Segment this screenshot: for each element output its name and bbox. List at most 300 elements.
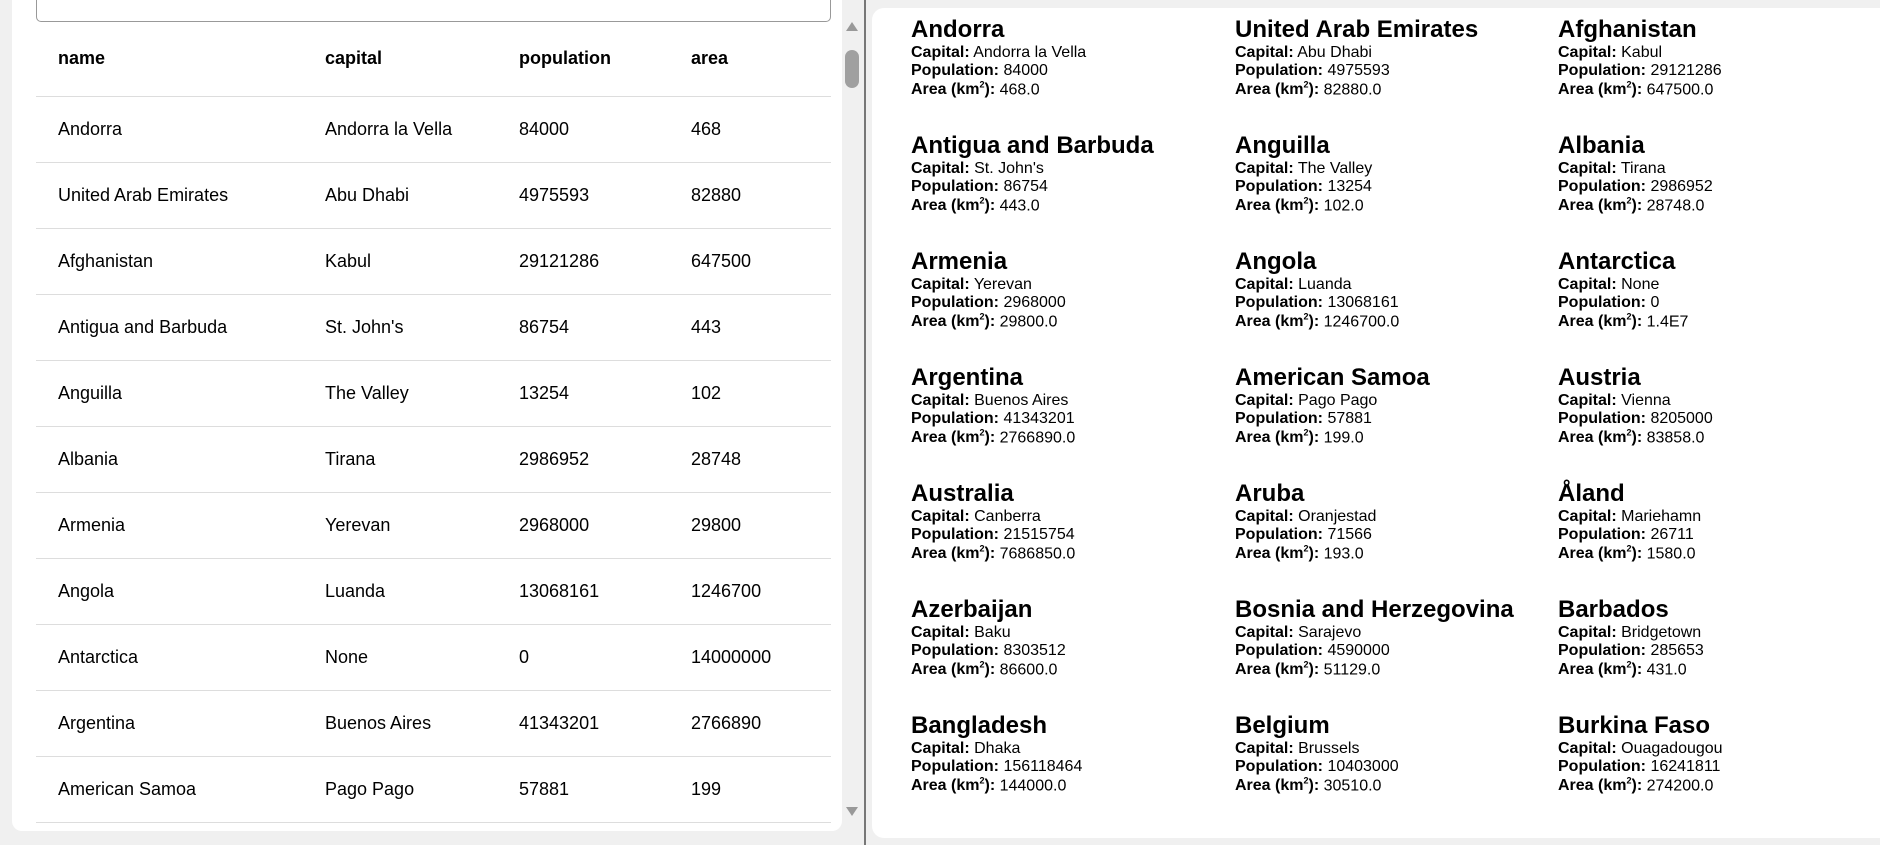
area-label: Area $(km^2)$: <box>1558 776 1643 795</box>
cell-population: 57881 <box>519 756 691 822</box>
country-card <box>1235 712 1558 828</box>
area-label: Area $(km^2)$: <box>1558 660 1643 679</box>
population-label: Population: <box>1235 62 1323 79</box>
country-area <box>1558 660 1880 679</box>
table-row[interactable] <box>36 492 831 558</box>
population-label: Population: <box>1235 178 1323 195</box>
capital-label: Capital: <box>1558 392 1617 409</box>
country-card <box>1235 16 1558 132</box>
country-area <box>1558 196 1880 215</box>
area-value: 51129.0 <box>1323 661 1381 679</box>
country-card <box>911 364 1235 480</box>
country-capital <box>1558 624 1880 642</box>
capital-label: Capital: <box>1558 276 1617 293</box>
capital-label: Capital: <box>1235 44 1294 61</box>
table-row[interactable] <box>36 756 831 822</box>
area-value: 144000.0 <box>999 777 1067 795</box>
population-label: Population: <box>911 294 999 311</box>
country-capital <box>1558 160 1880 178</box>
country-area <box>911 428 1235 447</box>
area-label: Area $(km^2)$: <box>911 776 996 795</box>
country-area <box>911 660 1235 679</box>
capital-label: Capital: <box>1558 508 1617 525</box>
capital-label: Capital: <box>1235 740 1294 757</box>
capital-label: Capital: <box>1558 160 1617 177</box>
area-label: Area $(km^2)$: <box>911 80 996 99</box>
population-value: 57881 <box>1327 410 1372 427</box>
capital-value: Baku <box>974 624 1011 641</box>
scroll-up-arrow-icon[interactable] <box>846 22 858 31</box>
population-value: 285653 <box>1650 642 1704 659</box>
column-header-name[interactable]: name <box>36 22 325 96</box>
country-area <box>911 80 1235 99</box>
country-capital <box>911 276 1235 294</box>
area-value: 82880.0 <box>1323 81 1382 99</box>
capital-value: The Valley <box>1297 160 1373 177</box>
country-area <box>1235 544 1558 563</box>
country-capital <box>911 392 1235 410</box>
country-area <box>1235 428 1558 447</box>
capital-value: Brussels <box>1298 740 1360 757</box>
area-value: 7686850.0 <box>999 545 1076 563</box>
cell-capital: Luanda <box>325 558 519 624</box>
country-area <box>1235 196 1558 215</box>
population-value: 86754 <box>1003 178 1048 195</box>
country-capital <box>1235 160 1558 178</box>
country-name: American Samoa <box>1235 364 1430 391</box>
capital-value: Abu Dhabi <box>1297 44 1372 61</box>
population-value: 41343201 <box>1003 410 1075 427</box>
cell-population: 13068161 <box>519 558 691 624</box>
cell-area: 29800 <box>691 492 831 558</box>
population-label: Population: <box>1235 294 1323 311</box>
area-value: 1580.0 <box>1646 545 1696 563</box>
country-card <box>1558 16 1880 132</box>
area-value: 443.0 <box>999 197 1040 215</box>
country-name: Belgium <box>1235 712 1330 739</box>
population-label: Population: <box>1558 294 1646 311</box>
area-label: Area $(km^2)$: <box>1235 312 1320 331</box>
country-name: Angola <box>1235 248 1317 275</box>
table-row[interactable] <box>36 360 831 426</box>
area-label: Area $(km^2)$: <box>1235 196 1320 215</box>
population-value: 4590000 <box>1327 642 1390 659</box>
area-value: 86600.0 <box>999 661 1058 679</box>
table-row[interactable] <box>36 426 831 492</box>
cell-area: 102 <box>691 360 831 426</box>
country-area <box>1235 776 1558 795</box>
country-population <box>1235 62 1558 80</box>
capital-value: Mariehamn <box>1621 508 1702 525</box>
country-card <box>1235 364 1558 480</box>
country-area <box>1558 312 1880 331</box>
capital-label: Capital: <box>1235 508 1294 525</box>
capital-label: Capital: <box>1558 624 1617 641</box>
population-label: Population: <box>1558 62 1646 79</box>
area-value: 647500.0 <box>1646 81 1714 99</box>
country-name: Barbados <box>1558 596 1669 623</box>
population-value: 26711 <box>1650 526 1694 543</box>
country-population <box>1235 758 1558 776</box>
capital-value: Kabul <box>1621 44 1663 61</box>
country-name: Australia <box>911 480 1014 507</box>
area-label: Area $(km^2)$: <box>911 660 996 679</box>
country-population <box>911 178 1235 196</box>
area-label: Area $(km^2)$: <box>911 312 996 331</box>
country-card <box>1235 248 1558 364</box>
table-row[interactable] <box>36 558 831 624</box>
area-label: Area $(km^2)$: <box>1558 80 1643 99</box>
country-population <box>1558 178 1880 196</box>
cell-area: 1246700 <box>691 558 831 624</box>
capital-label: Capital: <box>911 160 970 177</box>
population-label: Population: <box>1235 642 1323 659</box>
cell-area: 82880 <box>691 162 831 228</box>
cell-area: 443 <box>691 294 831 360</box>
country-card <box>1558 364 1880 480</box>
country-area <box>911 312 1235 331</box>
country-area <box>1235 80 1558 99</box>
capital-label: Capital: <box>911 392 970 409</box>
population-value: 84000 <box>1003 62 1048 79</box>
country-capital <box>1235 740 1558 758</box>
country-card <box>1558 248 1880 364</box>
column-header-capital[interactable]: capital <box>325 22 519 96</box>
table-row[interactable] <box>36 294 831 360</box>
cell-name: Albania <box>36 426 325 492</box>
country-name: Austria <box>1558 364 1641 391</box>
capital-label: Capital: <box>911 44 970 61</box>
area-label: Area $(km^2)$: <box>1235 544 1320 563</box>
cell-name: Argentina <box>36 690 325 756</box>
cell-area: 14000000 <box>691 624 831 690</box>
population-label: Population: <box>911 62 999 79</box>
cell-capital: Yerevan <box>325 492 519 558</box>
area-value: 2766890.0 <box>999 429 1076 447</box>
area-value: 1246700.0 <box>1323 313 1400 331</box>
country-capital <box>911 160 1235 178</box>
population-value: 4975593 <box>1327 62 1390 79</box>
country-name: Burkina Faso <box>1558 712 1711 739</box>
cell-population: 4975593 <box>519 162 691 228</box>
cell-population: 41343201 <box>519 690 691 756</box>
area-label: Area $(km^2)$: <box>1235 80 1320 99</box>
country-population <box>1558 758 1880 776</box>
cell-capital: Abu Dhabi <box>325 162 519 228</box>
cell-population: 86754 <box>519 294 691 360</box>
capital-label: Capital: <box>1558 740 1617 757</box>
country-population <box>911 410 1235 428</box>
country-card <box>1235 596 1558 712</box>
cell-area: 28748 <box>691 426 831 492</box>
cell-population: 13254 <box>519 360 691 426</box>
country-population <box>911 294 1235 312</box>
cell-capital: Andorra la Vella <box>325 96 519 162</box>
cell-capital: The Valley <box>325 360 519 426</box>
area-label: Area $(km^2)$: <box>911 196 996 215</box>
country-area <box>1558 80 1880 99</box>
country-population <box>1558 642 1880 660</box>
filter-input[interactable] <box>36 0 831 22</box>
country-name: Antigua and Barbuda <box>911 132 1154 159</box>
area-label: Area $(km^2)$: <box>911 544 996 563</box>
capital-value: Andorra la Vella <box>973 44 1087 61</box>
country-population <box>911 526 1235 544</box>
cell-population: 2968000 <box>519 492 691 558</box>
country-population <box>1235 410 1558 428</box>
country-name: Armenia <box>911 248 1008 275</box>
cell-area: 468 <box>691 96 831 162</box>
cell-population: 2986952 <box>519 426 691 492</box>
population-label: Population: <box>1558 758 1646 775</box>
capital-label: Capital: <box>911 740 970 757</box>
table-row[interactable] <box>36 624 831 690</box>
area-value: 30510.0 <box>1323 777 1382 795</box>
table-row[interactable] <box>36 690 831 756</box>
population-label: Population: <box>1558 178 1646 195</box>
population-label: Population: <box>911 642 999 659</box>
population-value: 0 <box>1650 294 1660 311</box>
country-card <box>911 132 1235 248</box>
area-label: Area $(km^2)$: <box>1235 776 1320 795</box>
country-name: Albania <box>1558 132 1645 159</box>
capital-value: Tirana <box>1620 160 1666 177</box>
country-population <box>911 62 1235 80</box>
country-area <box>1558 428 1880 447</box>
area-label: Area $(km^2)$: <box>1558 544 1643 563</box>
cell-capital: St. John's <box>325 294 519 360</box>
country-card <box>1558 712 1880 828</box>
country-name: Azerbaijan <box>911 596 1033 623</box>
country-area <box>911 776 1235 795</box>
area-label: Area $(km^2)$: <box>1235 428 1320 447</box>
country-capital <box>1558 392 1880 410</box>
population-label: Population: <box>1235 758 1323 775</box>
population-value: 2968000 <box>1003 294 1066 311</box>
capital-label: Capital: <box>1235 276 1294 293</box>
area-value: 274200.0 <box>1646 777 1714 795</box>
country-card <box>1558 596 1880 712</box>
country-capital <box>1235 44 1558 62</box>
country-area <box>1558 544 1880 563</box>
country-area <box>1235 312 1558 331</box>
population-value: 2986952 <box>1650 178 1713 195</box>
area-value: 193.0 <box>1323 545 1364 563</box>
population-label: Population: <box>911 178 999 195</box>
area-label: Area $(km^2)$: <box>1558 196 1643 215</box>
area-value: 102.0 <box>1323 197 1364 215</box>
country-capital <box>1235 508 1558 526</box>
population-label: Population: <box>1558 642 1646 659</box>
capital-value: Dhaka <box>974 740 1021 757</box>
capital-value: Yerevan <box>973 276 1032 293</box>
capital-value: Pago Pago <box>1298 392 1378 409</box>
area-label: Area $(km^2)$: <box>1558 428 1643 447</box>
country-capital <box>1235 276 1558 294</box>
country-population <box>1235 642 1558 660</box>
country-card <box>1235 132 1558 248</box>
scroll-down-arrow-icon[interactable] <box>846 807 858 816</box>
cell-population: 0 <box>519 624 691 690</box>
cell-name: Antigua and Barbuda <box>36 294 325 360</box>
country-capital <box>911 44 1235 62</box>
country-name: Argentina <box>911 364 1024 391</box>
cell-capital: Kabul <box>325 228 519 294</box>
population-value: 156118464 <box>1003 758 1083 775</box>
population-label: Population: <box>1558 410 1646 427</box>
country-card <box>911 596 1235 712</box>
population-value: 10403000 <box>1327 758 1399 775</box>
country-population <box>1235 178 1558 196</box>
country-capital <box>1558 44 1880 62</box>
panel-divider[interactable] <box>864 0 866 845</box>
population-value: 8303512 <box>1003 642 1066 659</box>
population-label: Population: <box>1235 410 1323 427</box>
cell-name: Anguilla <box>36 360 325 426</box>
scrollbar-thumb[interactable] <box>845 50 859 88</box>
country-name: Andorra <box>911 16 1005 43</box>
country-population <box>1558 410 1880 428</box>
country-capital <box>1235 392 1558 410</box>
capital-label: Capital: <box>1235 392 1294 409</box>
cell-name: Andorra <box>36 96 325 162</box>
area-value: 29800.0 <box>999 313 1058 331</box>
population-label: Population: <box>911 758 999 775</box>
country-capital <box>911 508 1235 526</box>
cell-name: American Samoa <box>36 756 325 822</box>
table-row[interactable] <box>36 162 831 228</box>
country-name: Bangladesh <box>911 712 1048 739</box>
cell-capital: Buenos Aires <box>325 690 519 756</box>
area-value: 431.0 <box>1646 661 1687 679</box>
country-capital <box>1558 508 1880 526</box>
population-value: 71566 <box>1327 526 1372 543</box>
population-label: Population: <box>911 410 999 427</box>
cell-name: Afghanistan <box>36 228 325 294</box>
area-value: 1.4E7 <box>1646 313 1689 331</box>
country-name: Åland <box>1558 480 1625 507</box>
table-panel <box>12 0 842 831</box>
population-label: Population: <box>911 526 999 543</box>
country-card <box>911 712 1235 828</box>
country-capital <box>911 624 1235 642</box>
country-population <box>1558 294 1880 312</box>
cell-capital: Pago Pago <box>325 756 519 822</box>
country-population <box>1235 294 1558 312</box>
capital-label: Capital: <box>911 276 970 293</box>
cell-capital: Tirana <box>325 426 519 492</box>
country-card <box>911 16 1235 132</box>
area-value: 28748.0 <box>1646 197 1705 215</box>
country-card <box>1558 132 1880 248</box>
country-area <box>911 544 1235 563</box>
country-card <box>911 248 1235 364</box>
cell-population: 84000 <box>519 96 691 162</box>
cards-panel <box>872 8 1880 838</box>
capital-label: Capital: <box>1235 160 1294 177</box>
capital-value: Buenos Aires <box>974 392 1069 409</box>
cell-area: 647500 <box>691 228 831 294</box>
area-label: Area $(km^2)$: <box>1558 312 1643 331</box>
country-name: Anguilla <box>1235 132 1330 159</box>
cell-name: Angola <box>36 558 325 624</box>
capital-label: Capital: <box>1558 44 1617 61</box>
population-value: 21515754 <box>1003 526 1075 543</box>
area-value: 83858.0 <box>1646 429 1705 447</box>
country-capital <box>1558 276 1880 294</box>
area-value: 468.0 <box>999 81 1040 99</box>
country-name: Antarctica <box>1558 248 1676 275</box>
country-area <box>1235 660 1558 679</box>
country-card <box>1235 480 1558 596</box>
capital-value: Oranjestad <box>1298 508 1377 525</box>
column-header-area[interactable]: area <box>691 22 831 96</box>
cell-name: United Arab Emirates <box>36 162 325 228</box>
country-name: United Arab Emirates <box>1235 16 1479 43</box>
country-population <box>1558 62 1880 80</box>
country-name: Afghanistan <box>1558 16 1697 43</box>
column-header-population[interactable]: population <box>519 22 691 96</box>
country-card <box>911 480 1235 596</box>
cell-area: 199 <box>691 756 831 822</box>
population-value: 29121286 <box>1650 62 1722 79</box>
cell-area: 2766890 <box>691 690 831 756</box>
table-row[interactable] <box>36 228 831 294</box>
scrollbar[interactable] <box>842 8 862 828</box>
capital-value: Canberra <box>974 508 1041 525</box>
population-value: 16241811 <box>1650 758 1721 775</box>
capital-value: Luanda <box>1298 276 1352 293</box>
country-population <box>911 758 1235 776</box>
population-label: Population: <box>1235 526 1323 543</box>
capital-value: Bridgetown <box>1621 624 1702 641</box>
country-population <box>1235 526 1558 544</box>
capital-label: Capital: <box>911 624 970 641</box>
country-card <box>1558 480 1880 596</box>
capital-value: Ouagadougou <box>1621 740 1723 757</box>
cell-population: 29121286 <box>519 228 691 294</box>
area-label: Area $(km^2)$: <box>911 428 996 447</box>
country-population <box>911 642 1235 660</box>
population-value: 13068161 <box>1327 294 1399 311</box>
population-label: Population: <box>1558 526 1646 543</box>
country-capital <box>1235 624 1558 642</box>
area-value: 199.0 <box>1323 429 1364 447</box>
cell-name: Armenia <box>36 492 325 558</box>
country-area <box>911 196 1235 215</box>
country-name: Bosnia and Herzegovina <box>1235 596 1514 623</box>
country-capital <box>911 740 1235 758</box>
cell-capital: None <box>325 624 519 690</box>
capital-label: Capital: <box>1235 624 1294 641</box>
table-row[interactable] <box>36 96 831 162</box>
capital-label: Capital: <box>911 508 970 525</box>
countries-table <box>36 22 831 823</box>
capital-value: Vienna <box>1621 392 1671 409</box>
country-name: Aruba <box>1235 480 1305 507</box>
table-header-row <box>36 22 831 96</box>
capital-value: Sarajevo <box>1298 624 1362 641</box>
country-area <box>1558 776 1880 795</box>
capital-value: None <box>1621 276 1660 293</box>
capital-value: St. John's <box>974 160 1044 177</box>
country-population <box>1558 526 1880 544</box>
area-label: Area $(km^2)$: <box>1235 660 1320 679</box>
country-capital <box>1558 740 1880 758</box>
cell-name: Antarctica <box>36 624 325 690</box>
population-value: 8205000 <box>1650 410 1713 427</box>
population-value: 13254 <box>1327 178 1372 195</box>
